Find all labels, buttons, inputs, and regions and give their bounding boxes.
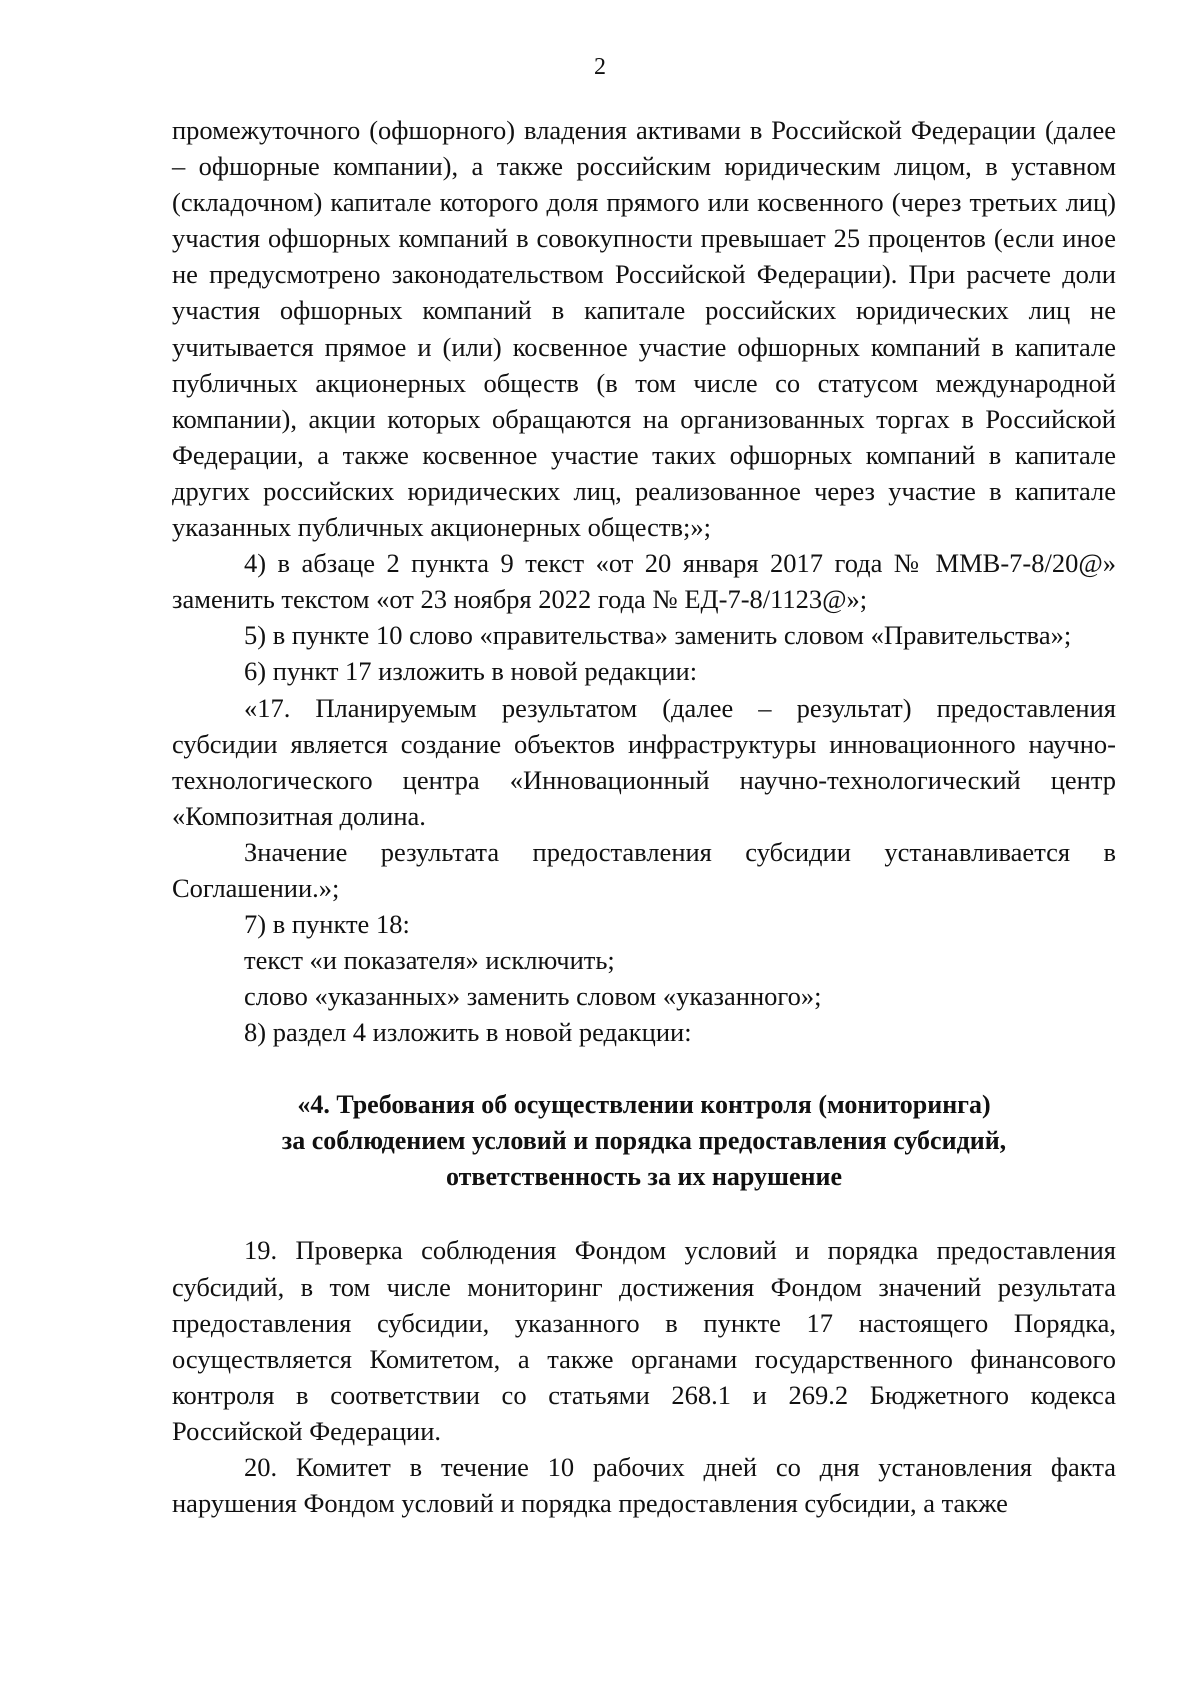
paragraph-point-17: «17. Планируемым результатом (далее – результат) предоставления субсидии является создание объектов инфраструктуры инновационного научно-технологического центра «Инновационный научно-технологический центр «Композитная долина. xyxy=(172,692,1116,831)
paragraph-item-6: 6) пункт 17 изложить в новой редакции: xyxy=(244,656,698,687)
paragraph-item-4: 4) в абзаце 2 пункта 9 текст «от 20 января 2017 года № ММВ-7-8/20@» заменить текстом «от 23 ноября 2022 года № ЕД-7-8/1123@»; xyxy=(172,548,1116,615)
section-heading-line-2: за соблюдением условий и порядка предоставления субсидий, xyxy=(281,1126,1007,1156)
paragraph-item-5: 5) в пункте 10 слово «правительства» заменить словом «Правительства»; xyxy=(244,620,1072,651)
section-heading-line-3: ответственность за их нарушение xyxy=(445,1162,843,1192)
section-heading xyxy=(172,1087,1116,1195)
paragraph-offshore-definition: промежуточного (офшорного) владения активами в Российской Федерации (далее – офшорные компании), а также российским юридическим лицом, в уставном (складочном) капитале которого доля прямого или косвенного (через третьих лиц) участия офшорных компаний в совокупности превышает 25 процентов (если иное не предусмотрено законодательством Российской Федерации). При расчете доли участия офшорных компаний в капитале российских юридических лиц не учитывается прямое и (или) косвенное участие офшорных компаний в капитале публичных акционерных обществ (в том числе со статусом международной компании), акции которых обращаются на организованных торгах в Российской Федерации, а также косвенное участие таких офшорных компаний в капитале других российских юридических лиц, реализованное через участие в капитале указанных публичных акционерных обществ;»; xyxy=(172,115,1116,543)
paragraph-point-20: 20. Комитет в течение 10 рабочих дней со дня установления факта нарушения Фондом условий и порядка предоставления субсидии, а также xyxy=(172,1452,1116,1519)
page-number: 2 xyxy=(594,54,606,80)
paragraph-point-19: 19. Проверка соблюдения Фондом условий и порядка предоставления субсидий, в том числе мониторинг достижения Фондом значений результата предоставления субсидии, указанного в пункте 17 настоящего Порядка, осуществляется Комитетом, а также органами государственного финансового контроля в соответствии со статьями 268.1 и 269.2 Бюджетного кодекса Российской Федерации. xyxy=(172,1235,1116,1446)
paragraph-item-7-text: текст «и показателя» исключить; xyxy=(244,945,615,976)
document-body xyxy=(172,112,1116,1521)
paragraph-item-7: 7) в пункте 18: xyxy=(244,909,410,940)
paragraph-item-7-word: слово «указанных» заменить словом «указанного»; xyxy=(244,981,822,1012)
section-heading-line-1: «4. Требования об осуществлении контроля (мониторинга) xyxy=(297,1090,991,1120)
paragraph-result-value: Значение результата предоставления субсидии устанавливается в Соглашении.»; xyxy=(172,836,1116,903)
paragraph-item-8: 8) раздел 4 изложить в новой редакции: xyxy=(244,1017,692,1048)
